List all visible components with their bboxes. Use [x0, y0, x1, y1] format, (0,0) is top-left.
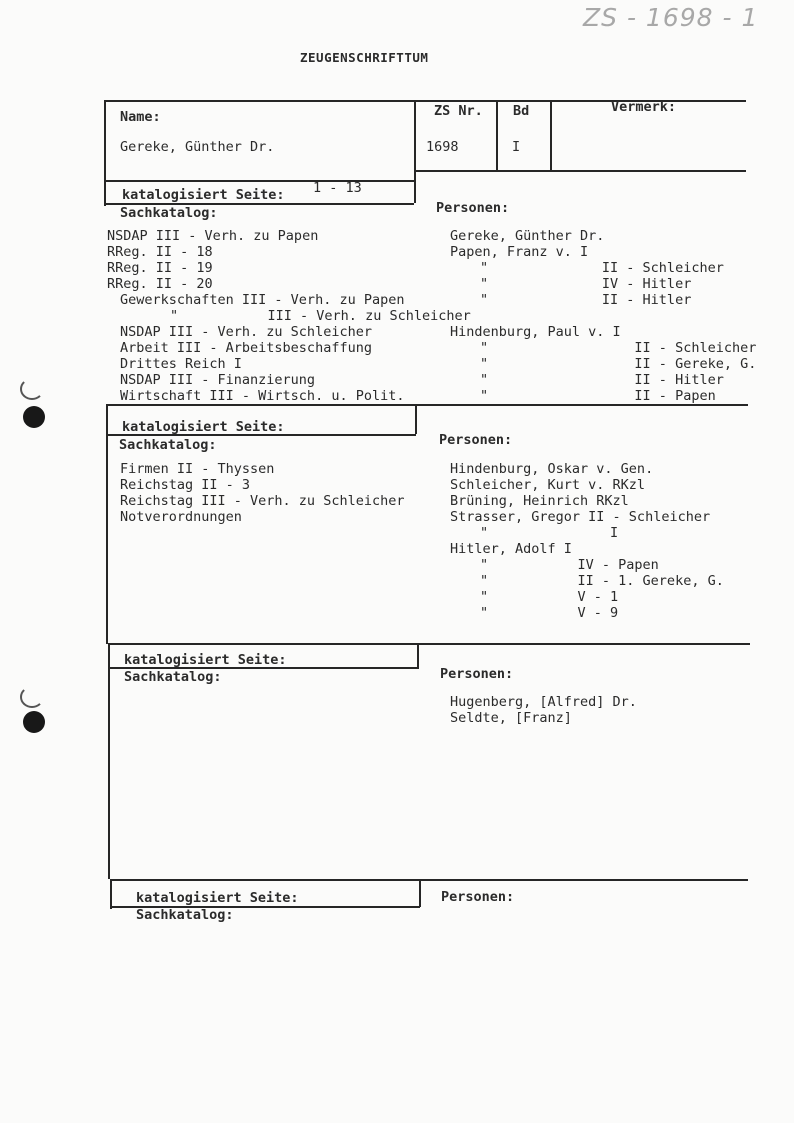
personen-entry: " II - 1. Gereke, G. [480, 573, 724, 589]
personen-entry: Strasser, Gregor II - Schleicher [450, 509, 711, 525]
sachkatalog-entry: Arbeit III - Arbeitsbeschaffung [120, 340, 372, 356]
sachkatalog-entry: Reichstag II - 3 [120, 477, 251, 493]
personen-entry: Hugenberg, [Alfred] Dr. [450, 694, 637, 710]
rule [108, 643, 750, 645]
punch-hole [23, 406, 45, 428]
katalogisiert-label: katalogisiert Seite: [122, 187, 285, 203]
personen-entry: " II - Schleicher [480, 260, 724, 276]
sachkatalog-entry: Drittes Reich I [120, 356, 242, 372]
name-label: Name: [120, 109, 161, 125]
sachkatalog-entry: " III - Verh. zu Schleicher [170, 308, 471, 324]
bd-value: I [512, 139, 521, 155]
name-value: Gereke, Günther Dr. [120, 139, 275, 155]
personen-entry: " I [480, 525, 619, 541]
personen-entry: Seldte, [Franz] [450, 710, 572, 726]
katalogisiert-label: katalogisiert Seite: [136, 890, 299, 906]
zs-nr-value: 1698 [426, 139, 459, 155]
punch-hole-shadow [20, 378, 44, 400]
personen-entry: Schleicher, Kurt v. RKzl [450, 477, 646, 493]
personen-entry: Hindenburg, Oskar v. Gen. [450, 461, 654, 477]
sachkatalog-entry: NSDAP III - Verh. zu Papen [107, 228, 319, 244]
rule [496, 100, 498, 170]
sachkatalog-label: Sachkatalog: [136, 907, 234, 923]
sachkatalog-label: Sachkatalog: [119, 437, 217, 453]
rule [419, 879, 421, 907]
personen-entry: " II - Gereke, G. [480, 356, 757, 372]
personen-label: Personen: [440, 666, 514, 682]
rule [414, 170, 746, 172]
personen-label: Personen: [441, 889, 515, 905]
sachkatalog-entry: Reichstag III - Verh. zu Schleicher [120, 493, 405, 509]
rule [415, 404, 417, 434]
personen-entry: Gereke, Günther Dr. [450, 228, 605, 244]
rule [106, 404, 108, 644]
personen-entry: Hitler, Adolf I [450, 541, 572, 557]
personen-entry: Papen, Franz v. I [450, 244, 589, 260]
personen-entry: " II - Hitler [480, 372, 724, 388]
vermerk-label: Vermerk: [611, 99, 677, 115]
katalogisiert-pages: 1 - 13 [313, 180, 362, 196]
sachkatalog-entry: RReg. II - 20 [107, 276, 213, 292]
punch-hole [23, 711, 45, 733]
document-title: ZEUGENSCHRIFTTUM [300, 50, 429, 65]
personen-label: Personen: [439, 432, 513, 448]
personen-entry: " II - Papen [480, 388, 716, 404]
sachkatalog-label: Sachkatalog: [124, 669, 222, 685]
sachkatalog-entry: Firmen II - Thyssen [120, 461, 275, 477]
rule [106, 180, 414, 182]
sachkatalog-entry: NSDAP III - Verh. zu Schleicher [120, 324, 372, 340]
personen-entry: " IV - Papen [480, 557, 659, 573]
sachkatalog-entry: RReg. II - 19 [107, 260, 213, 276]
personen-entry: " IV - Hitler [480, 276, 692, 292]
sachkatalog-label: Sachkatalog: [120, 205, 218, 221]
personen-entry: " II - Hitler [480, 292, 692, 308]
sachkatalog-entry: NSDAP III - Finanzierung [120, 372, 316, 388]
sachkatalog-entry: Gewerkschaften III - Verh. zu Papen [120, 292, 405, 308]
handwritten-reference: ZS - 1698 - 1 [583, 3, 759, 32]
sachkatalog-entry: Notverordnungen [120, 509, 242, 525]
sachkatalog-entry: Wirtschaft III - Wirtsch. u. Polit. [120, 388, 405, 404]
rule [550, 100, 552, 170]
punch-hole-shadow [20, 686, 44, 708]
personen-entry: " II - Schleicher [480, 340, 757, 356]
rule [106, 404, 748, 406]
personen-entry: " V - 1 [480, 589, 619, 605]
katalogisiert-label: katalogisiert Seite: [124, 652, 287, 668]
personen-entry: " V - 9 [480, 605, 619, 621]
sachkatalog-entry: RReg. II - 18 [107, 244, 213, 260]
zs-nr-label: ZS Nr. [434, 103, 483, 119]
rule [417, 643, 419, 669]
rule [104, 100, 106, 206]
katalogisiert-label: katalogisiert Seite: [122, 419, 285, 435]
rule [108, 643, 110, 879]
rule [110, 879, 112, 909]
rule [110, 879, 748, 881]
rule [414, 100, 416, 203]
bd-label: Bd [513, 103, 530, 119]
personen-entry: Brüning, Heinrich RKzl [450, 493, 629, 509]
personen-entry: Hindenburg, Paul v. I [450, 324, 621, 340]
personen-label: Personen: [436, 200, 510, 216]
